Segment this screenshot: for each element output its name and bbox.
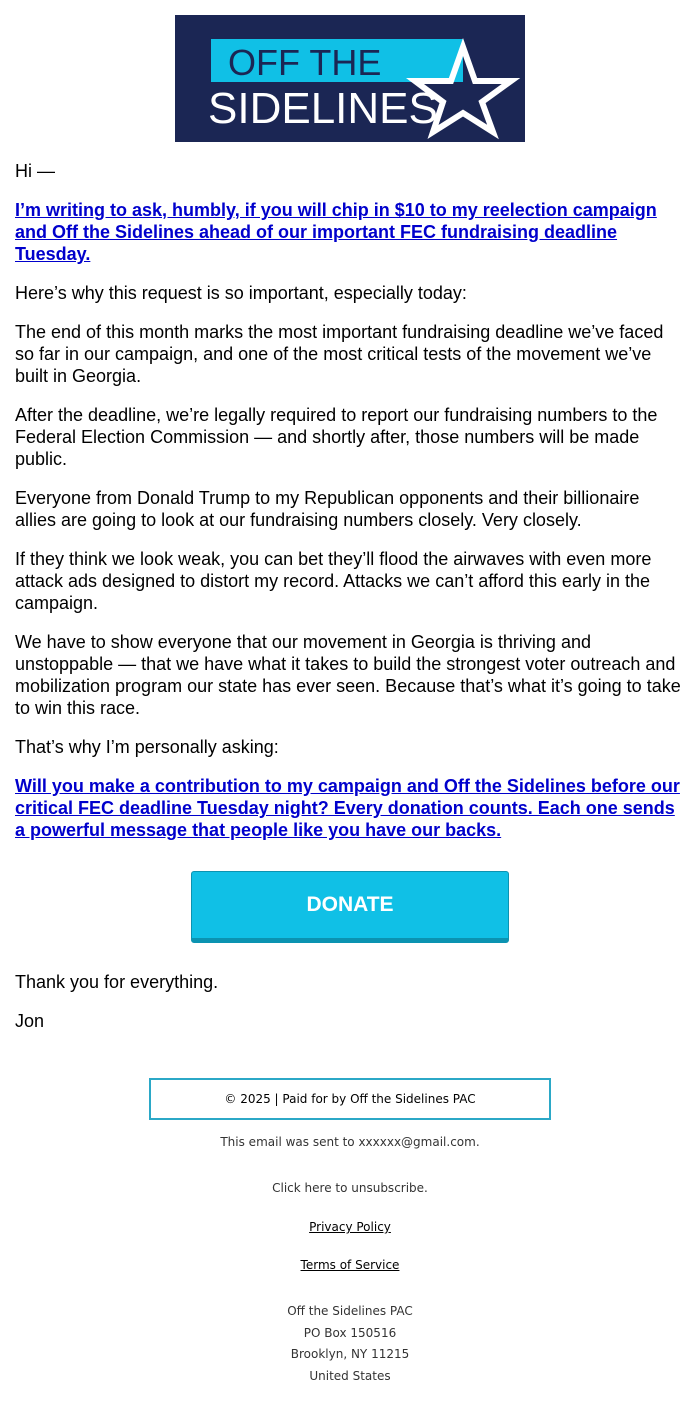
unsubscribe-link[interactable]: Click here to unsubscribe. xyxy=(272,1181,428,1195)
paragraph-opponents: Everyone from Donald Trump to my Republican opponents and their billionaire allies are going to look at our fundraising numbers closely. Very closely. xyxy=(15,488,640,530)
logo-line1: OFF THE xyxy=(228,42,382,83)
email-body xyxy=(15,160,685,1049)
address-po-box: PO Box 150516 xyxy=(303,1325,397,1340)
logo-line2: SIDELINES xyxy=(208,84,438,133)
signature: Jon xyxy=(15,1011,45,1031)
paragraph-fec-report: After the deadline, we’re legally required to report our fundraising numbers to the Federal Election Commission — and shortly after, those numbers will be made public. xyxy=(15,405,658,469)
address-name: Off the Sidelines PAC xyxy=(287,1304,413,1318)
paragraph-attack-ads: If they think we look weak, you can bet they’ll flood the airwaves with even more attack ads designed to distort my record. Attacks we can’t afford this early in the campaign. xyxy=(15,549,652,613)
donate-button[interactable]: DONATE xyxy=(191,871,509,943)
off-the-sidelines-logo xyxy=(175,15,525,142)
privacy-policy-link[interactable]: Privacy Policy xyxy=(309,1220,391,1234)
ask-link-chip-in[interactable]: I’m writing to ask, humbly, if you will chip in $10 to my reelection campaign and Off the Sidelines ahead of our important FEC fundraising deadline Tuesday. xyxy=(15,200,657,264)
paragraph-movement: We have to show everyone that our movement in Georgia is thriving and unstoppable — that we have what it takes to build the strongest voter outreach and mobilization program our state has ever seen. Because that’s what it’s going to take to win this race. xyxy=(15,632,681,718)
ask-link-contribute[interactable]: Will you make a contribution to my campaign and Off the Sidelines before our critical FEC deadline Tuesday night? Every donation counts. Each one sends a powerful message that people like you have our backs. xyxy=(15,776,680,840)
terms-of-service-link[interactable]: Terms of Service xyxy=(300,1258,400,1272)
thanks-text: Thank you for everything. xyxy=(15,972,219,992)
paragraph-deadline: The end of this month marks the most important fundraising deadline we’ve faced so far in our campaign, and one of the most critical tests of the movement we’ve built in Georgia. xyxy=(15,322,664,386)
address-city: Brooklyn, NY 11215 xyxy=(290,1347,410,1361)
paragraph-personal-ask: That’s why I’m personally asking: xyxy=(15,737,279,757)
sent-to-text: This email was sent to xxxxxx@gmail.com. xyxy=(220,1135,480,1149)
paid-for-disclaimer: © 2025 | Paid for by Off the Sidelines PAC xyxy=(149,1078,551,1120)
email-footer xyxy=(0,1078,700,1387)
paragraph-why: Here’s why this request is so important, especially today: xyxy=(15,283,467,303)
address-country: United States xyxy=(309,1368,391,1383)
greeting: Hi — xyxy=(15,161,55,181)
